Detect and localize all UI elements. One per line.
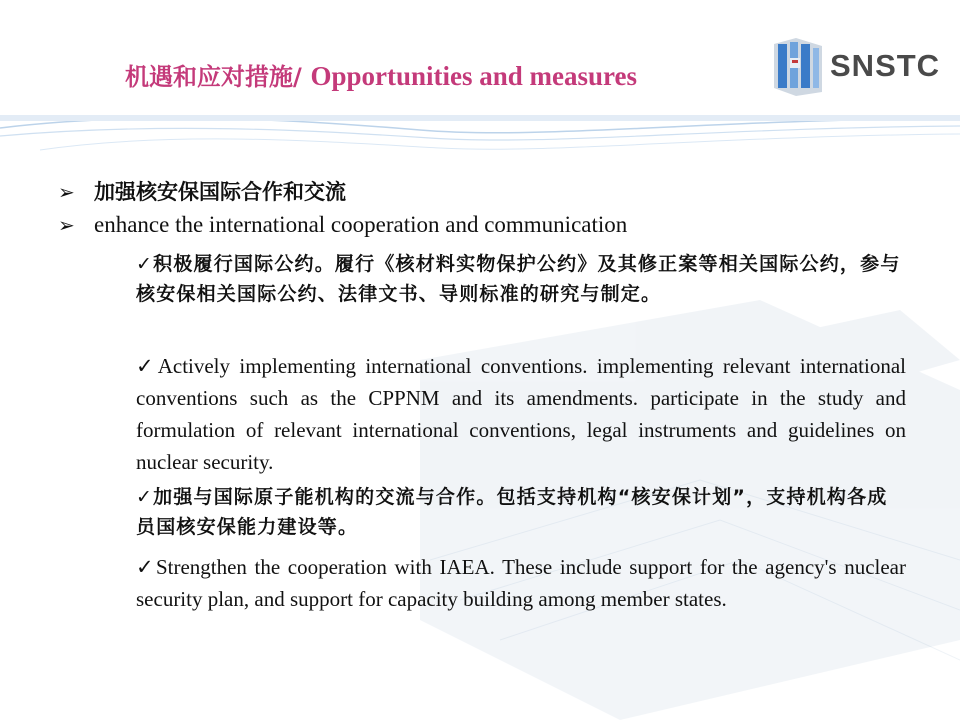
bullet-item [58,176,918,206]
check-icon: ✓ [136,253,154,275]
title-chinese: 机遇和应对措施 [125,63,293,91]
logo-text: SNSTC [830,48,941,83]
bullet-item [58,212,918,238]
sub-item [136,249,906,309]
snstc-logo [770,36,940,98]
sub-item [136,551,906,615]
sub-item [136,482,906,542]
logo-emblem-icon [770,36,828,96]
bullet-text: enhance the international cooperation and communication [94,212,628,237]
check-icon: ✓ [136,354,158,378]
sub-item-text: Strengthen the cooperation with IAEA. These include support for the agency's nuclear security plan, and support for capacity building among member states. [136,555,906,611]
bullet-text: 加强核安保国际合作和交流 [94,180,346,204]
arrow-right-icon: ➢ [58,215,75,237]
title-separator: / [293,63,302,91]
arrow-right-icon: ➢ [58,180,75,204]
title-english: Opportunities and measures [310,61,638,91]
sub-item-text: 积极履行国际公约。履行《核材料实物保护公约》及其修正案等相关国际公约，参与核安保相关国际公约、法律文书、导则标准的研究与制定。 [136,253,901,305]
check-icon: ✓ [136,555,156,579]
page-title [125,56,775,97]
sub-item [136,350,906,478]
check-icon: ✓ [136,486,154,508]
sub-item-text: Actively implementing international conventions. implementing relevant international conventions such as the CPPNM and its amendments. participate in the study and formulation of relevant international conventions, legal instruments and guidelines on nuclear security. [136,354,906,474]
sub-item-text: 加强与国际原子能机构的交流与合作。包括支持机构“核安保计划”，支持机构各成员国核安保能力建设等。 [136,486,888,538]
